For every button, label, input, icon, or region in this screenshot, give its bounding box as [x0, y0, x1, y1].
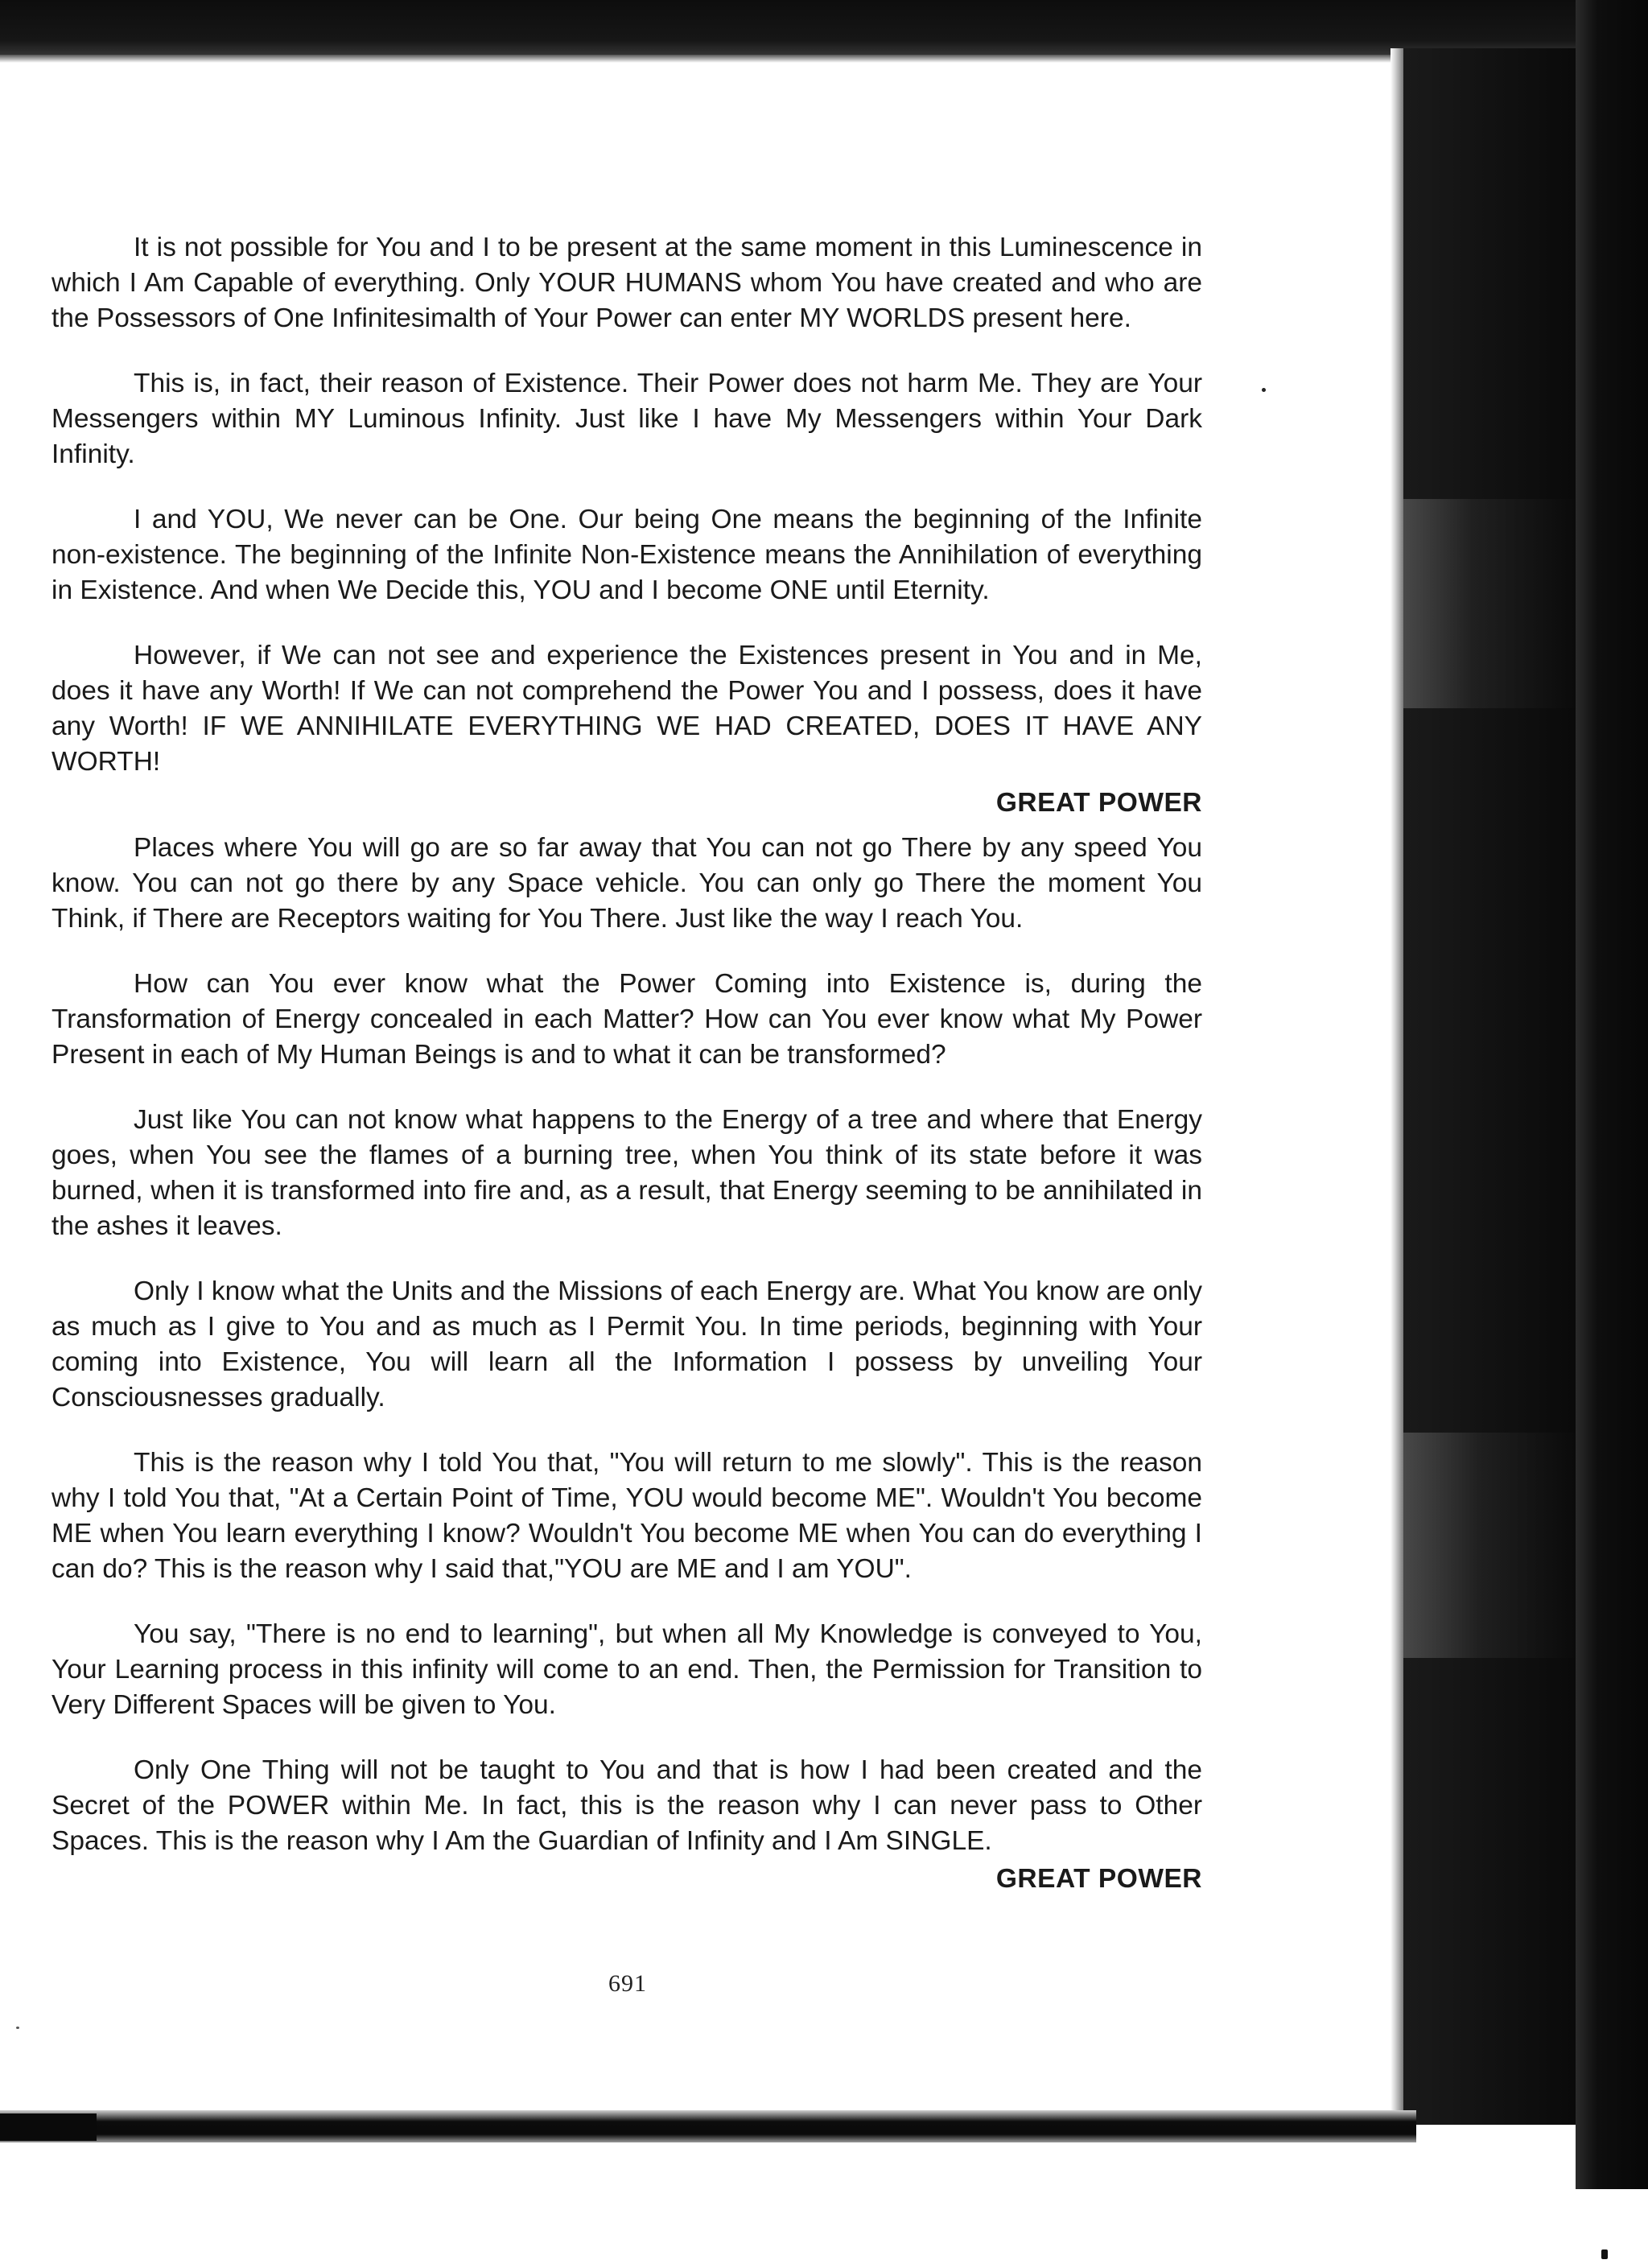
- paragraph: You say, "There is no end to learning", but when all My Knowledge is conveyed to You, Your Learning process in this infinity will come to an end. Then, the Permission for Transition to Very Different Spaces will be given to You.: [52, 1619, 1202, 1720]
- paragraph: This is, in fact, their reason of Existence. Their Power does not harm Me. They are Your Messengers within MY Luminous Infinity. Just like I have My Messengers within Your Dark Infinity.: [52, 369, 1202, 469]
- paragraph: Only One Thing will not be taught to You and that is how I had been created and the Secret of the POWER within Me. In fact, this is the reason why I can never pass to Other Spaces. This is the reason why I Am the Guardian of Infinity and I Am SINGLE.: [52, 1755, 1202, 1856]
- signature: GREAT POWER: [995, 1864, 1202, 1894]
- scan-binding-shadow: [1403, 48, 1576, 2125]
- page-number: 691: [608, 1970, 647, 1997]
- scan-speckle: [1403, 499, 1576, 708]
- page-edge-gradient: [1390, 48, 1403, 2125]
- paragraph: It is not possible for You and I to be present at the same moment in this Luminescence in which I Am Capable of everything. Only YOUR HUMANS whom You have created and who are the Possessors of One Infinitesimalth of Your Power can enter MY WORLDS present here.: [52, 233, 1202, 333]
- scan-dust-speck: [1262, 388, 1266, 392]
- scan-bottom-corner: [0, 2113, 97, 2141]
- scan-dust-speck: [16, 2027, 19, 2029]
- paragraph: Only I know what the Units and the Missions of each Energy are. What You know are only as much as I give to You and as much as I Permit You. In time periods, beginning with Your coming into Existence, You will learn all the Information I possess by unveiling Your Consciousnesses gradually.: [52, 1276, 1202, 1412]
- signature: GREAT POWER: [995, 788, 1202, 818]
- scan-speckle: [1403, 1433, 1576, 1658]
- paragraph: This is the reason why I told You that, "You will return to me slowly". This is the reason why I told You that, "At a Certain Point of Time, YOU would become ME". Wouldn't You become ME when You learn everything I know? Wouldn't You become ME when You can do everything I can do? This is the reason why I said that,"YOU are ME and I am YOU".: [52, 1448, 1202, 1584]
- scan-right-shadow: [1576, 0, 1648, 2189]
- scan-bottom-shadow: [0, 2110, 1416, 2142]
- scan-top-edge: [0, 55, 1416, 63]
- paragraph: Places where You will go are so far away that You can not go There by any speed You know. You can not go there by any Space vehicle. You can only go There the moment You Think, if There are Receptors waiting for You There. Just like the way I reach You.: [52, 833, 1202, 934]
- page-body: [52, 230, 1202, 1897]
- scan-dust-speck: [1601, 2249, 1608, 2259]
- paragraph: I and YOU, We never can be One. Our being One means the beginning of the Infinite non-existence. The beginning of the Infinite Non-Existence means the Annihilation of everything in Existence. And when We Decide this, YOU and I become ONE until Eternity.: [52, 505, 1202, 605]
- paragraph: However, if We can not see and experience the Existences present in You and in Me, does it have any Worth! If We can not comprehend the Power You and I possess, does it have any Worth! IF WE ANNIHILATE EVERYTHING WE HAD CREATED, DOES IT HAVE ANY WORTH!: [52, 641, 1202, 777]
- paragraph: How can You ever know what the Power Coming into Existence is, during the Transformation of Energy concealed in each Matter? How can You ever know what My Power Present in each of My Human Beings is and to what it can be transformed?: [52, 969, 1202, 1070]
- paragraph: Just like You can not know what happens to the Energy of a tree and where that Energy goes, when You see the flames of a burning tree, when You think of its state before it was burned, when it is transformed into fire and, as a result, that Energy seeming to be annihilated in the ashes it leaves.: [52, 1105, 1202, 1241]
- scan-top-shadow: [0, 0, 1601, 58]
